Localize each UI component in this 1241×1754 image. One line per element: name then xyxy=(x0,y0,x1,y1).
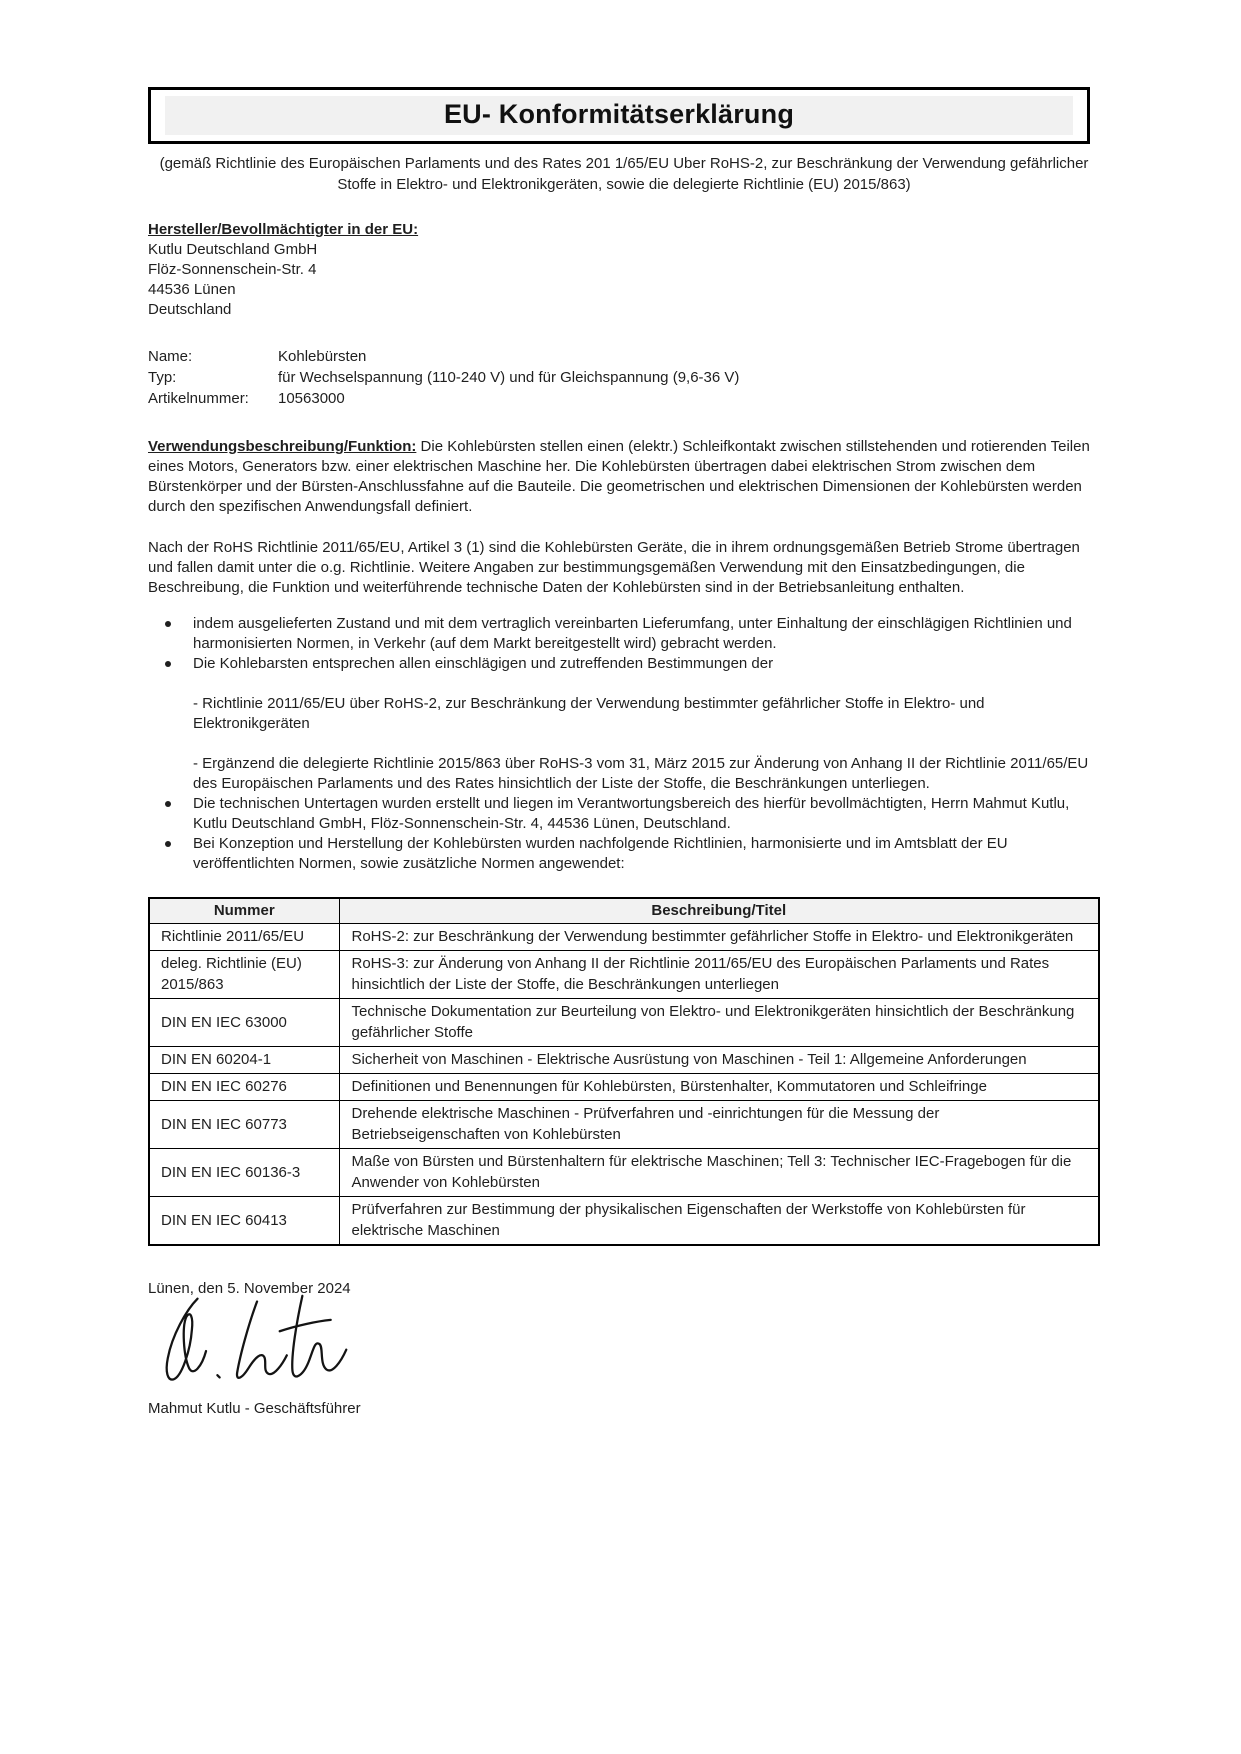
bullet-item xyxy=(148,834,1100,874)
product-name-value: Kohlebürsten xyxy=(278,348,367,365)
conformity-bullet-list xyxy=(148,614,1100,874)
norm-title-cell: Sicherheit von Maschinen - Elektrische Ausrüstung von Maschinen - Teil 1: Allgemeine Anforderungen xyxy=(339,1047,1099,1074)
table-row xyxy=(149,1047,1099,1074)
norm-number-cell: DIN EN IEC 60276 xyxy=(149,1074,339,1101)
manufacturer-heading: Hersteller/Bevollmächtigter in der EU: xyxy=(148,221,419,238)
product-type-label: Typ: xyxy=(148,369,177,386)
signature-section xyxy=(148,1279,1100,1419)
document-subtitle: (gemäß Richtlinie des Europäischen Parlaments und des Rates 201 1/65/EU Uber RoHS-2, zur Beschränkung der Verwendung gefährlicher Stoffe in Elektro- und Elektronikgeräten, sowie die delegierte Richtlinie (EU) 2015/863) xyxy=(159,155,1089,193)
norm-number-cell: DIN EN IEC 63000 xyxy=(149,999,339,1047)
table-row xyxy=(149,924,1099,951)
norms-table-header-row xyxy=(149,898,1099,924)
bullet-text: indem ausgelieferten Zustand und mit dem vertraglich vereinbarten Lieferumfang, unter Einhaltung der einschlägigen Richtlinien und harmonisierten Normen, in Verkehr (auf dem Markt bereitgestellt wird) gebracht werden. xyxy=(193,615,1072,652)
product-articlenumber-row xyxy=(148,388,1100,409)
title-band xyxy=(165,96,1073,135)
manufacturer-section xyxy=(148,221,1100,320)
norm-title-cell: RoHS-3: zur Änderung von Anhang II der Richtlinie 2011/65/EU des Europäischen Parlaments und Rates hinsichtlich der Liste der Stoffe, die Beschränkungen unterliegen xyxy=(339,951,1099,999)
norms-table-header-beschreibung: Beschreibung/Titel xyxy=(339,898,1099,924)
product-type-value: für Wechselspannung (110-240 V) und für Gleichspannung (9,6-36 V) xyxy=(278,369,740,386)
usage-text: Die Kohlebürsten stellen einen (elektr.) Schleifkontakt zwischen stillstehenden und rotierenden Teilen eines Motors, Generators bzw. einer elektrischen Maschine her. Die Kohlebürsten übertragen dabei elektrischen Strom zwischen dem Bürstenkörper und der Bürsten-Anschlussfahne auf die Bauteile. Die geometrischen und elektrischen Dimensionen der Kohlebürsten werden durch den spezifischen Anwendungsfall definiert. xyxy=(148,438,1090,515)
page-title: EU- Konformitätserklärung xyxy=(443,99,795,129)
norm-number-cell: Richtlinie 2011/65/EU xyxy=(149,924,339,951)
product-articlenumber-value: 10563000 xyxy=(278,390,345,407)
norms-table-header-nummer: Nummer xyxy=(149,898,339,924)
norm-number-cell: DIN EN IEC 60773 xyxy=(149,1101,339,1149)
norm-title-cell: Drehende elektrische Maschinen - Prüfverfahren und -einrichtungen für die Messung der Betriebseigenschaften von Kohlebürsten xyxy=(339,1101,1099,1149)
table-row xyxy=(149,951,1099,999)
table-row xyxy=(149,1149,1099,1197)
bullet-item xyxy=(148,654,1100,794)
place-date: Lünen, den 5. November 2024 xyxy=(148,1280,351,1297)
usage-paragraph xyxy=(148,437,1100,517)
address-line-city: 44536 Lünen xyxy=(148,281,236,298)
manufacturer-address xyxy=(148,240,1100,320)
norm-title-cell: RoHS-2: zur Beschränkung der Verwendung bestimmter gefährlicher Stoffe in Elektro- und Elektronikgeräten xyxy=(339,924,1099,951)
product-name-row xyxy=(148,346,1100,367)
norm-number-cell: DIN EN IEC 60136-3 xyxy=(149,1149,339,1197)
product-info-block xyxy=(148,346,1100,409)
bullet-text: Bei Konzeption und Herstellung der Kohlebürsten wurden nachfolgende Richtlinien, harmonisierte und im Amtsblatt der EU veröffentlichten Normen, sowie zusätzliche Normen angewendet: xyxy=(193,835,1008,872)
norm-number-cell: deleg. Richtlinie (EU) 2015/863 xyxy=(149,951,339,999)
norm-number-cell: DIN EN 60204-1 xyxy=(149,1047,339,1074)
norm-title-cell: Maße von Bürsten und Bürstenhaltern für elektrische Maschinen; Tell 3: Technischer IEC-Fragebogen für die Anwender von Kohlebürsten xyxy=(339,1149,1099,1197)
rohs-paragraph: Nach der RoHS Richtlinie 2011/65/EU, Artikel 3 (1) sind die Kohlebürsten Geräte, die in ihrem ordnungsgemäßen Betrieb Strome übertragen und fallen damit unter die o.g. Richtlinie. Weitere Angaben zur bestimmungsgemäßen Verwendung mit den Einsatzbedingungen, die Beschreibung, die Funktion und weiterführende technische Daten der Kohlebürsten sind in der Betriebsanleitung enthalten. xyxy=(148,539,1080,596)
usage-heading: Verwendungsbeschreibung/Funktion: xyxy=(148,438,417,455)
norms-table xyxy=(148,897,1100,1246)
table-row xyxy=(149,999,1099,1047)
table-row xyxy=(149,1197,1099,1246)
title-box xyxy=(148,87,1090,144)
norm-title-cell: Prüfverfahren zur Bestimmung der physikalischen Eigenschaften der Werkstoffe von Kohlebürsten für elektrische Maschinen xyxy=(339,1197,1099,1246)
norm-title-cell: Technische Dokumentation zur Beurteilung von Elektro- und Elektronikgeräten hinsichtlich der Beschränkung gefährlicher Stoffe xyxy=(339,999,1099,1047)
bullet-item xyxy=(148,794,1100,834)
bullet-text: Die Kohlebarsten entsprechen allen einschlägigen und zutreffenden Bestimmungen der xyxy=(193,655,774,672)
bullet-item xyxy=(148,614,1100,654)
product-name-label: Name: xyxy=(148,348,193,365)
table-row xyxy=(149,1074,1099,1101)
address-line-company: Kutlu Deutschland GmbH xyxy=(148,241,318,258)
norm-number-cell: DIN EN IEC 60413 xyxy=(149,1197,339,1246)
product-articlenumber-label: Artikelnummer: xyxy=(148,390,249,407)
product-type-row xyxy=(148,367,1100,388)
bullet-sub-paragraph: - Ergänzend die delegierte Richtlinie 2015/863 über RoHS-3 vom 31, März 2015 zur Änderung von Anhang II der Richtlinie 2011/65/EU des Europäischen Parlaments und des Rates hinsichtlich der Liste der Stoffe, die Beschränkungen unterliegen. xyxy=(193,755,1089,792)
table-row xyxy=(149,1101,1099,1149)
signer-name: Mahmut Kutlu - Geschäftsführer xyxy=(148,1400,361,1417)
bullet-text: Die technischen Untertagen wurden erstellt und liegen im Verantwortungsbereich des hierfür bevollmächtigten, Herrn Mahmut Kutlu, Kutlu Deutschland GmbH, Flöz-Sonnenschein-Str. 4, 44536 Lünen, Deutschland. xyxy=(193,795,1070,832)
norm-title-cell: Definitionen und Benennungen für Kohlebürsten, Bürstenhalter, Kommutatoren und Schleifringe xyxy=(339,1074,1099,1101)
address-line-street: Flöz-Sonnenschein-Str. 4 xyxy=(148,261,317,278)
signature-image xyxy=(154,1293,404,1395)
address-line-country: Deutschland xyxy=(148,301,232,318)
bullet-sub-paragraph: - Richtlinie 2011/65/EU über RoHS-2, zur Beschränkung der Verwendung bestimmter gefährlicher Stoffe in Elektro- und Elektronikgeräten xyxy=(193,695,985,732)
